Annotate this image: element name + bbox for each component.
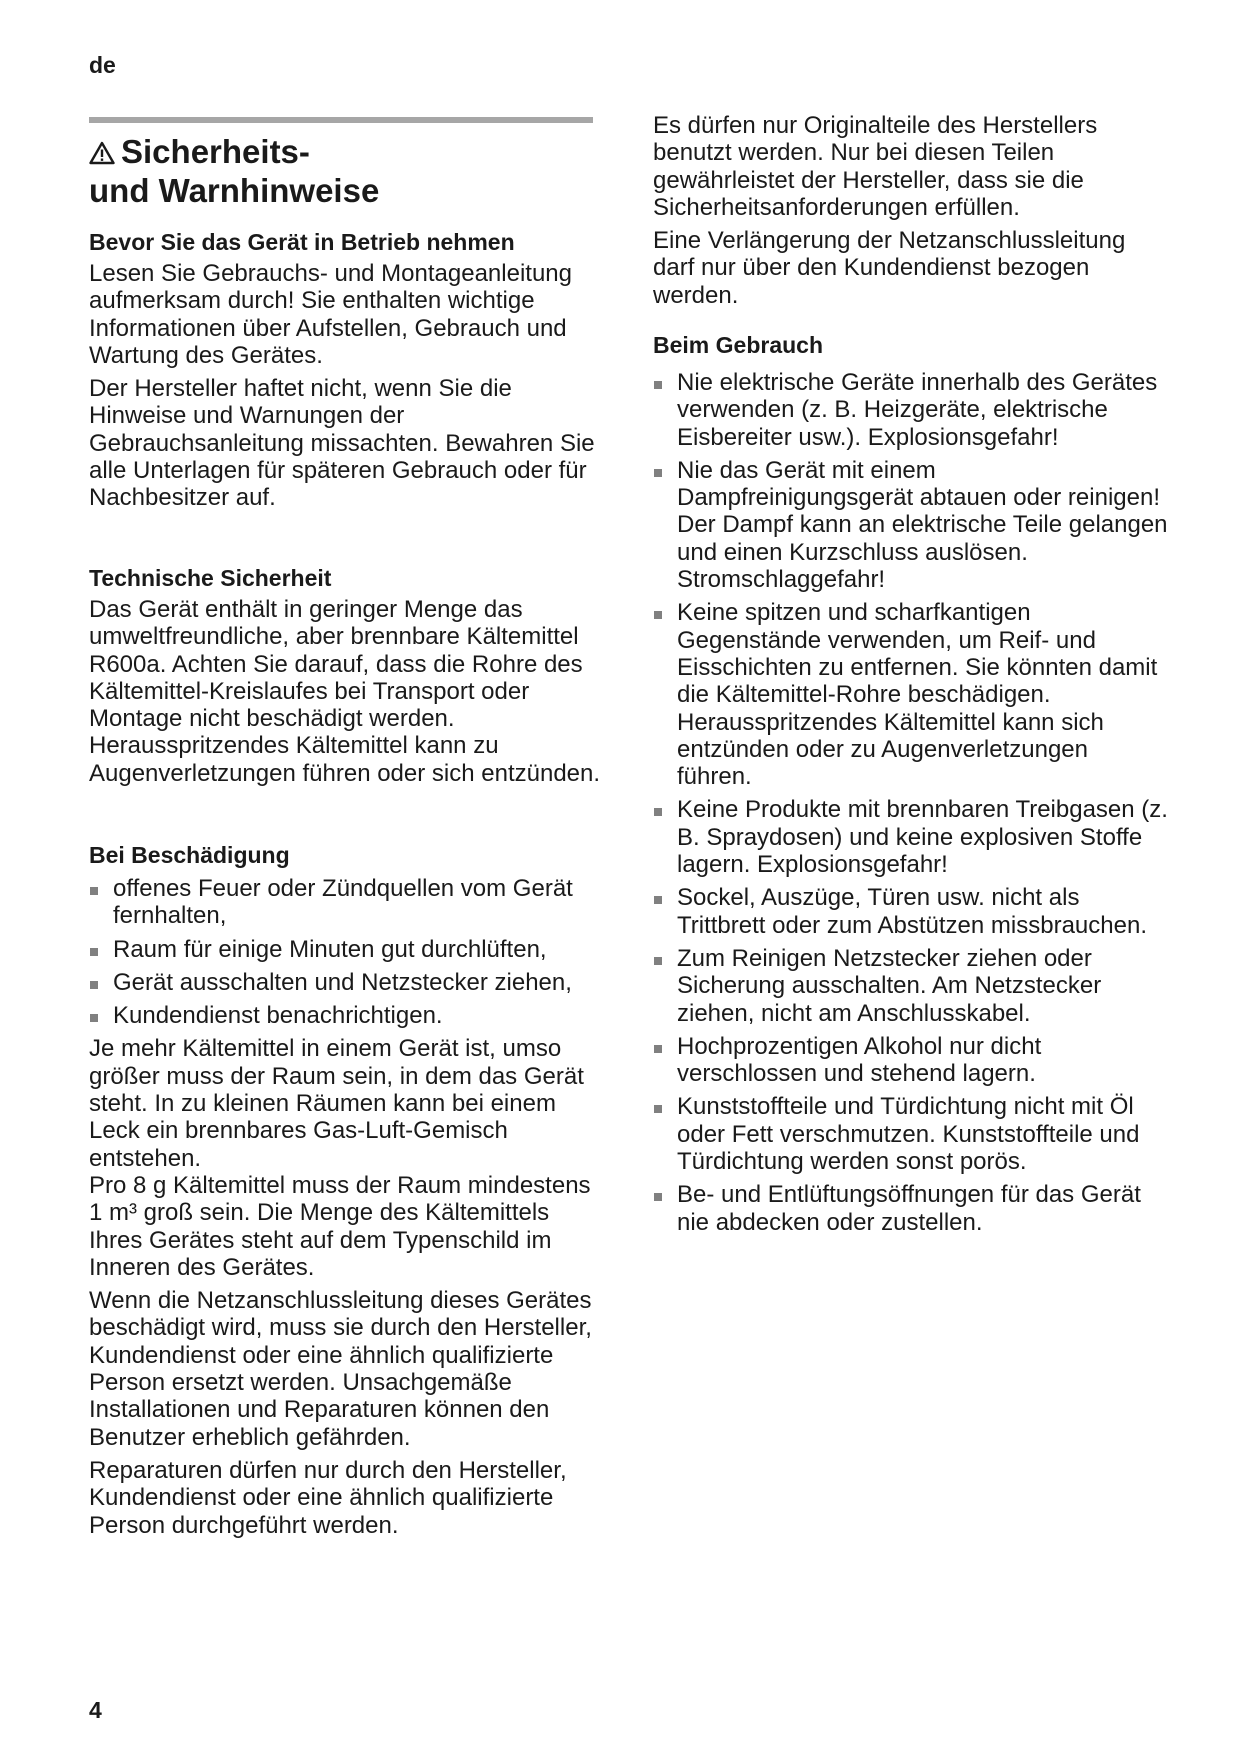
list-item: Zum Reinigen Netzstecker ziehen oder Sicherung ausschalten. Am Netzstecker ziehen, nicht am Anschlusskabel. (653, 945, 1168, 1027)
section-before-use (89, 228, 604, 512)
page-number: 4 (89, 1697, 102, 1723)
list-item: Gerät ausschalten und Netzstecker ziehen, (89, 969, 604, 996)
bullet-square-icon (90, 981, 98, 989)
list-item: Kunststoffteile und Türdichtung nicht mit Öl oder Fett verschmutzen. Kunststoffteile und Türdichtung werden sonst porös. (653, 1093, 1168, 1175)
list-item: Sockel, Auszüge, Türen usw. nicht als Trittbrett oder zum Abstützen missbrauchen. (653, 884, 1168, 939)
paragraph-refrigerant: Das Gerät enthält in geringer Menge das umweltfreundliche, aber brennbare Kältemittel R600a. Achten Sie darauf, dass die Rohre des Kältemittel-Kreislaufes bei Transport oder Montage nicht beschädigt werden. Herausspritzendes Kältemittel kann zu Augenverletzungen führen oder sich entzünden. (89, 596, 601, 787)
heading-before-use: Bevor Sie das Gerät in Betrieb nehmen (89, 229, 515, 255)
list-item: Keine spitzen und scharfkantigen Gegenstände verwenden, um Reif- und Eisschichten zu entfernen. Sie könnten damit die Kältemittel-Rohre beschädigen. Herausspritzendes Kältemittel kann sich entzünden oder zu Augenverletzungen führen. (653, 599, 1168, 790)
paragraph-read-manual: Lesen Sie Gebrauchs- und Montageanleitung aufmerksam durch! Sie enthalten wichtige Informationen über Aufstellen, Gebrauch und Wartung des Gerätes. (89, 260, 572, 369)
usage-list (653, 369, 1168, 1236)
bullet-square-icon (654, 381, 662, 389)
bullet-square-icon (654, 808, 662, 816)
section-rule (89, 117, 593, 123)
bullet-square-icon (654, 1045, 662, 1053)
list-item: Raum für einige Minuten gut durchlüften, (89, 936, 604, 963)
bullet-square-icon (654, 1105, 662, 1113)
heading-damage: Bei Beschädigung (89, 842, 290, 868)
list-item: Nie das Gerät mit einem Dampfreinigungsgerät abtauen oder reinigen! Der Dampf kann an elektrische Teile gelangen und einen Kurzschluss auslösen. Stromschlaggefahr! (653, 457, 1168, 593)
heading-during-use: Beim Gebrauch (653, 332, 823, 358)
list-item: Kundendienst benachrichtigen. (89, 1002, 604, 1029)
title-line-1: Sicherheits- (121, 133, 310, 170)
warning-triangle-icon (89, 135, 115, 172)
list-item: Be- und Entlüftungsöffnungen für das Gerät nie abdecken oder zustellen. (653, 1181, 1168, 1236)
damage-list (89, 875, 604, 1029)
bullet-square-icon (654, 896, 662, 904)
bullet-square-icon (90, 887, 98, 895)
language-code: de (89, 52, 116, 78)
bullet-square-icon (654, 1193, 662, 1201)
paragraph-liability: Der Hersteller haftet nicht, wenn Sie die Hinweise und Warnungen der Gebrauchsanleitung missachten. Bewahren Sie alle Unterlagen für späteren Gebrauch oder für Nachbesitzer auf. (89, 375, 595, 512)
paragraph-room-size: Je mehr Kältemittel in einem Gerät ist, umso größer muss der Raum sein, in dem das Gerät steht. In zu kleinen Räumen kann bei einem Leck ein brennbares Gas-Luft-Gemisch entstehen. (89, 1035, 584, 1172)
title-line-2: und Warnhinweise (89, 172, 380, 209)
list-item: Hochprozentigen Alkohol nur dicht verschlossen und stehend lagern. (653, 1033, 1168, 1088)
section-during-use (653, 331, 1168, 1242)
bullet-square-icon (654, 469, 662, 477)
bullet-square-icon (654, 957, 662, 965)
section-original-parts (653, 112, 1168, 309)
list-item: Nie elektrische Geräte innerhalb des Gerätes verwenden (z. B. Heizgeräte, elektrische Eisbereiter usw.). Explosionsgefahr! (653, 369, 1168, 451)
heading-technical-safety: Technische Sicherheit (89, 565, 332, 591)
list-item: offenes Feuer oder Zündquellen vom Gerät fernhalten, (89, 875, 604, 930)
section-damage (89, 841, 604, 1539)
bullet-square-icon (654, 611, 662, 619)
paragraph-original-parts: Es dürfen nur Originalteile des Herstellers benutzt werden. Nur bei diesen Teilen gewährleistet der Hersteller, dass sie die Sicherheitsanforderungen erfüllen. (653, 112, 1098, 221)
paragraph-refrigerant-amount: Pro 8 g Kältemittel muss der Raum mindestens 1 m³ groß sein. Die Menge des Kältemittels Ihres Gerätes steht auf dem Typenschild im Inneren des Gerätes. (89, 1171, 591, 1281)
paragraph-power-cable: Wenn die Netzanschlussleitung dieses Gerätes beschädigt wird, muss sie durch den Hersteller, Kundendienst oder eine ähnlich qualifizierte Person ersetzt werden. Unsachgemäße Installationen und Reparaturen können den Benutzer erheblich gefährden. (89, 1287, 592, 1451)
section-technical-safety (89, 564, 604, 787)
paragraph-extension-cable: Eine Verlängerung der Netzanschlussleitung darf nur über den Kundendienst bezogen werden. (653, 227, 1126, 309)
bullet-square-icon (90, 1014, 98, 1022)
list-item: Keine Produkte mit brennbaren Treibgasen (z. B. Spraydosen) und keine explosiven Stoffe lagern. Explosionsgefahr! (653, 796, 1168, 878)
paragraph-repairs: Reparaturen dürfen nur durch den Hersteller, Kundendienst oder eine ähnlich qualifizierte Person durchgeführt werden. (89, 1456, 567, 1539)
page-title (89, 133, 379, 209)
bullet-square-icon (90, 948, 98, 956)
